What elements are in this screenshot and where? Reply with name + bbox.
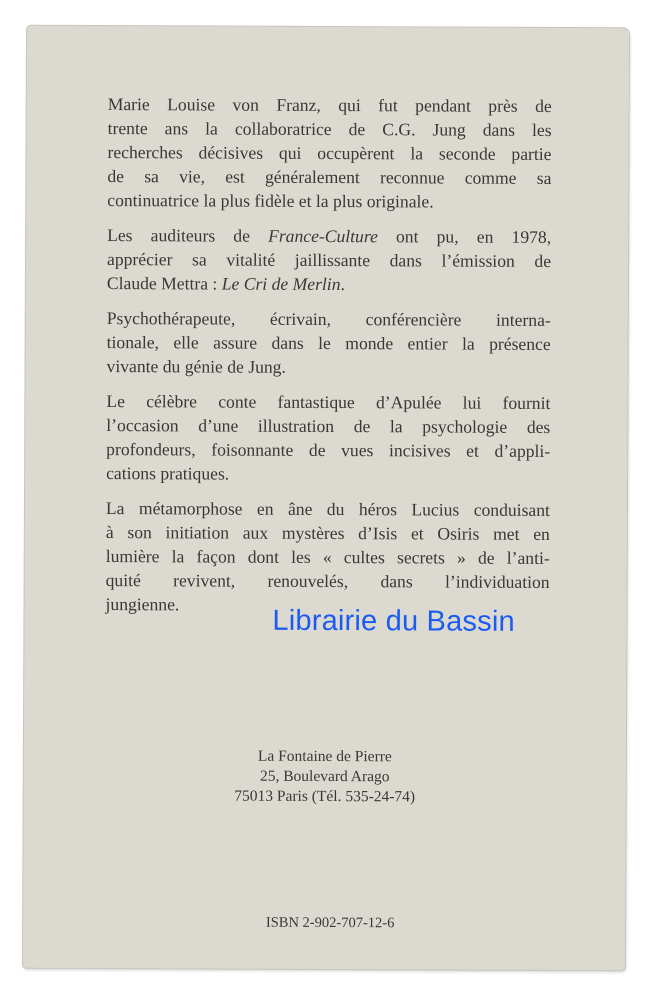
blurb-line: Psychothérapeute, écrivain, conférencière interna- xyxy=(106,308,551,330)
blurb-line: de sa vie, est généralement reconnue comme sa xyxy=(107,166,552,188)
text-fragment: ont pu, en 1978, xyxy=(377,226,552,247)
blurb-line: continuatrice la plus fidèle et la plus originale. xyxy=(107,190,434,212)
blurb-paragraph-3 xyxy=(107,306,551,380)
blurb-line: Marie Louise von Franz, qui fut pendant près de xyxy=(107,94,552,116)
book-back-cover xyxy=(23,26,629,971)
blurb-paragraph-5 xyxy=(105,496,550,618)
blurb-line: recherches décisives qui occupèrent la seconde partie xyxy=(107,142,552,164)
blurb-line: Le célèbre conte fantastique d’Apulée lui fournit xyxy=(106,391,551,413)
blurb-line: vivante du génie de Jung. xyxy=(106,356,286,377)
blurb-paragraph-4 xyxy=(106,389,550,487)
back-cover-blurb xyxy=(105,92,551,629)
radio-station-title: France-Culture xyxy=(268,225,378,247)
text-fragment: Les auditeurs de xyxy=(107,225,269,246)
blurb-line: La métamorphose en âne du héros Lucius conduisant xyxy=(105,498,550,520)
blurb-line xyxy=(107,223,551,249)
text-fragment: Claude Mettra : xyxy=(106,273,222,294)
blurb-line: lumière la façon dont les « cultes secrets » de l’anti- xyxy=(105,546,550,568)
isbn-number: ISBN 2-902-707-12-6 xyxy=(265,914,395,932)
blurb-line xyxy=(107,271,551,297)
blurb-line: cations pratiques. xyxy=(106,463,230,484)
publisher-city-phone: 75013 Paris (Tél. 535-24-74) xyxy=(234,787,416,806)
publisher-address xyxy=(24,746,626,809)
publisher-street: 25, Boulevard Arago xyxy=(259,767,390,786)
blurb-line: trente ans la collaboratrice de C.G. Jung dans les xyxy=(107,118,552,140)
program-title: Le Cri de Merlin xyxy=(221,273,341,295)
blurb-line: tionale, elle assure dans le monde entier la présence xyxy=(106,332,551,354)
blurb-paragraph-1 xyxy=(107,92,552,214)
publisher-name: La Fontaine de Pierre xyxy=(257,747,392,766)
blurb-line: à son initiation aux mystères d’Isis et Osiris met en xyxy=(105,522,550,544)
blurb-line: profondeurs, foisonnante de vues incisives et d’appli- xyxy=(106,439,551,461)
blurb-line: jungienne. xyxy=(105,594,180,615)
text-fragment: . xyxy=(340,274,345,295)
blurb-paragraph-2 xyxy=(107,223,551,297)
blurb-line: l’occasion d’une illustration de la psychologie des xyxy=(106,415,551,437)
bookseller-watermark: Librairie du Bassin xyxy=(272,604,515,638)
blurb-line: apprécier sa vitalité jaillissante dans l’émission de xyxy=(106,249,552,271)
blurb-line: quité revivent, renouvelés, dans l’individuation xyxy=(105,570,550,592)
